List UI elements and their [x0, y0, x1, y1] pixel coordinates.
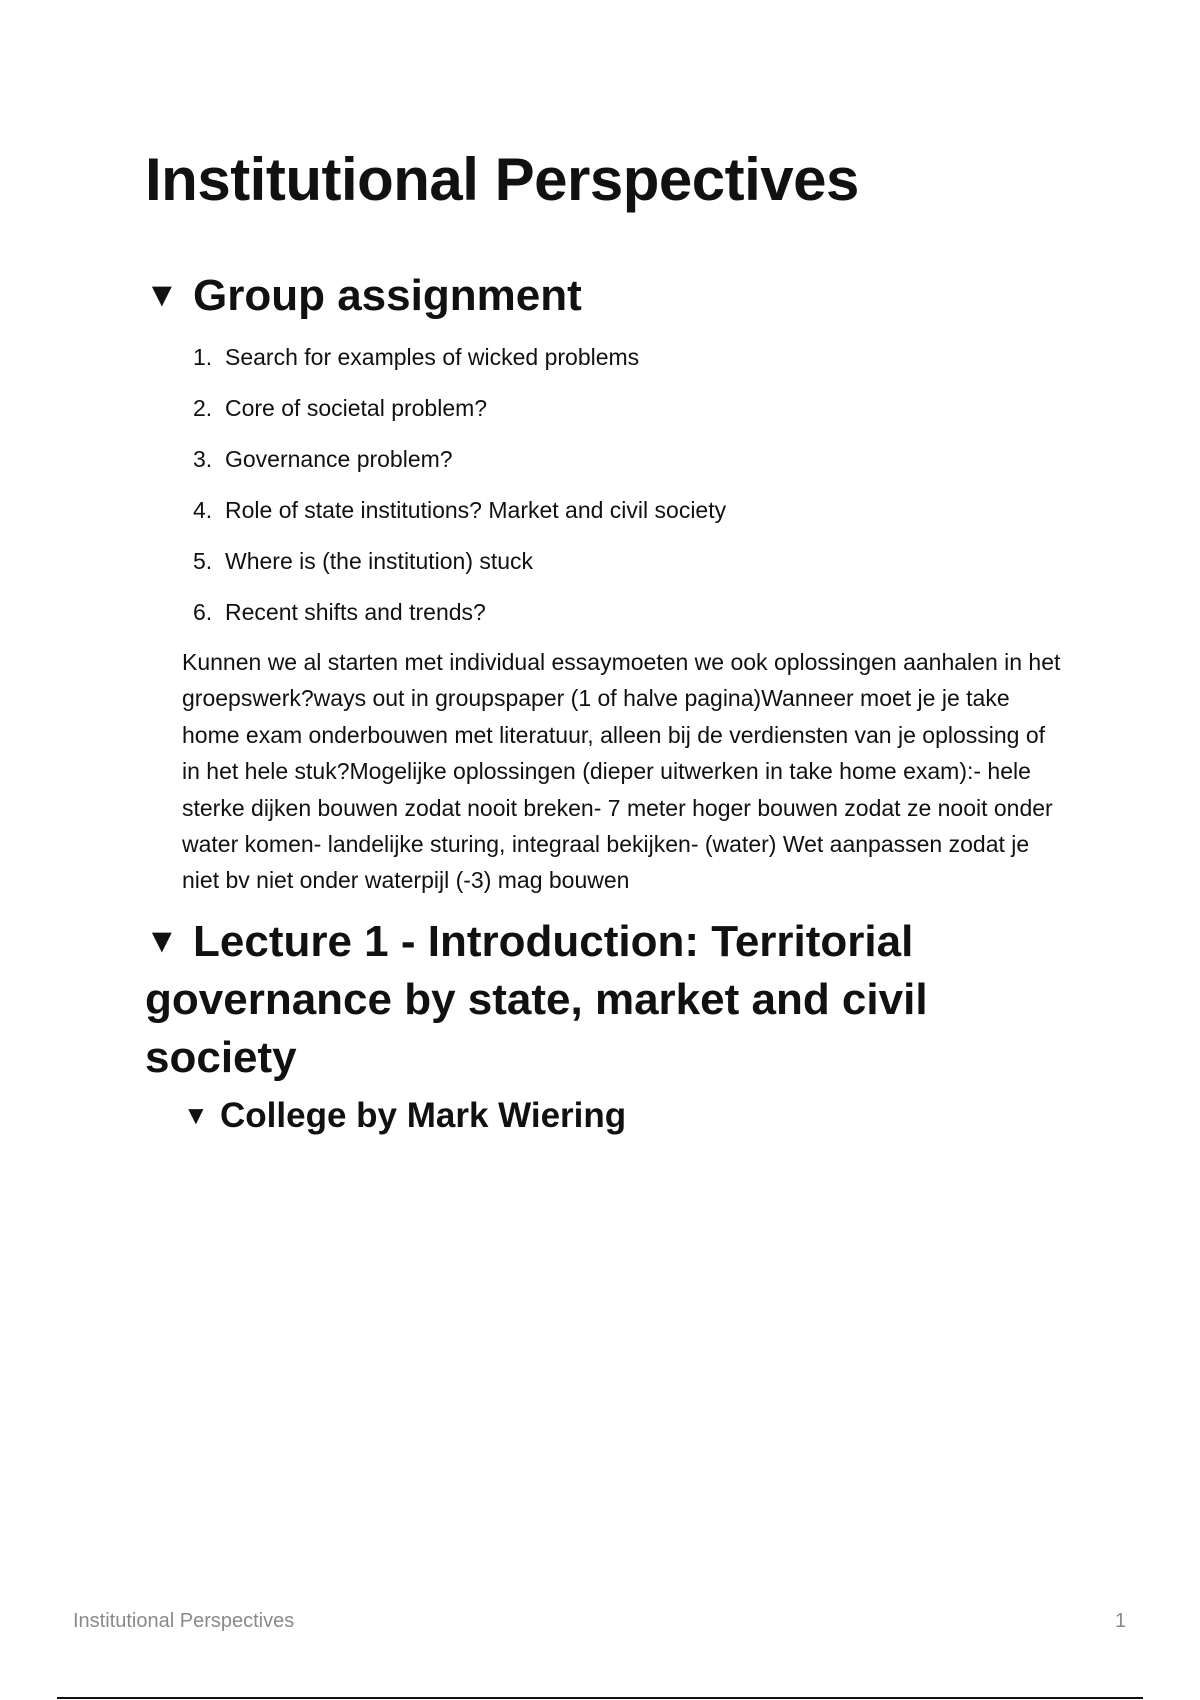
list-item-text: Recent shifts and trends? — [225, 599, 486, 625]
list-item-text: Role of state institutions? Market and civil society — [225, 497, 727, 523]
group-assignment-heading-text: Group assignment — [193, 271, 582, 320]
footer-divider — [57, 1697, 1143, 1699]
toggle-heading-college[interactable] — [183, 1092, 626, 1139]
list-item — [193, 491, 726, 542]
list-item-text: Governance problem? — [225, 446, 453, 472]
toggle-caret-icon[interactable]: ▼ — [183, 1100, 209, 1130]
footer-page-number: 1 — [1115, 1610, 1127, 1632]
list-item-text: Core of societal problem? — [225, 395, 488, 421]
list-item — [193, 338, 726, 389]
list-item-number: 2. — [193, 395, 213, 421]
list-item-number: 4. — [193, 497, 213, 523]
list-item — [193, 542, 726, 593]
college-heading-text: College by Mark Wiering — [220, 1096, 627, 1135]
list-item — [193, 389, 726, 440]
toggle-caret-icon[interactable]: ▼ — [145, 922, 179, 960]
toggle-caret-icon[interactable]: ▼ — [145, 276, 179, 314]
notes-paragraph: Kunnen we al starten met individual essaymoeten we ook oplossingen aanhalen in het groepswerk?ways out in groupspaper (1 of halve pagina)Wanneer moet je je take home exam onderbouwen met literatuur, alleen bij de verdiensten van je oplossing of in het hele stuk?Mogelijke oplossingen (dieper uitwerken in take home exam):- hele sterke dijken bouwen zodat nooit breken- 7 meter hoger bouwen zodat ze nooit onder water komen- landelijke sturing, integraal bekijken- (water) Wet aanpassen zodat je niet bv niet onder waterpijl (-3) mag bouwen — [182, 649, 1061, 894]
list-item-text: Search for examples of wicked problems — [225, 344, 640, 370]
list-item — [193, 440, 726, 491]
footer-document-title: Institutional Perspectives — [73, 1610, 295, 1632]
list-item-number: 3. — [193, 446, 213, 472]
lecture-1-heading-text: Lecture 1 - Introduction: Territorial governance by state, market and civil society — [145, 917, 928, 1082]
task-list — [193, 338, 726, 644]
toggle-heading-lecture-1[interactable] — [145, 912, 1045, 1087]
page-title: Institutional Perspectives — [145, 146, 859, 213]
list-item-text: Where is (the institution) stuck — [225, 548, 534, 574]
list-item-number: 6. — [193, 599, 213, 625]
list-item — [193, 593, 726, 644]
list-item-number: 5. — [193, 548, 213, 574]
list-item-number: 1. — [193, 344, 213, 370]
toggle-heading-group-assignment[interactable] — [145, 266, 1045, 325]
